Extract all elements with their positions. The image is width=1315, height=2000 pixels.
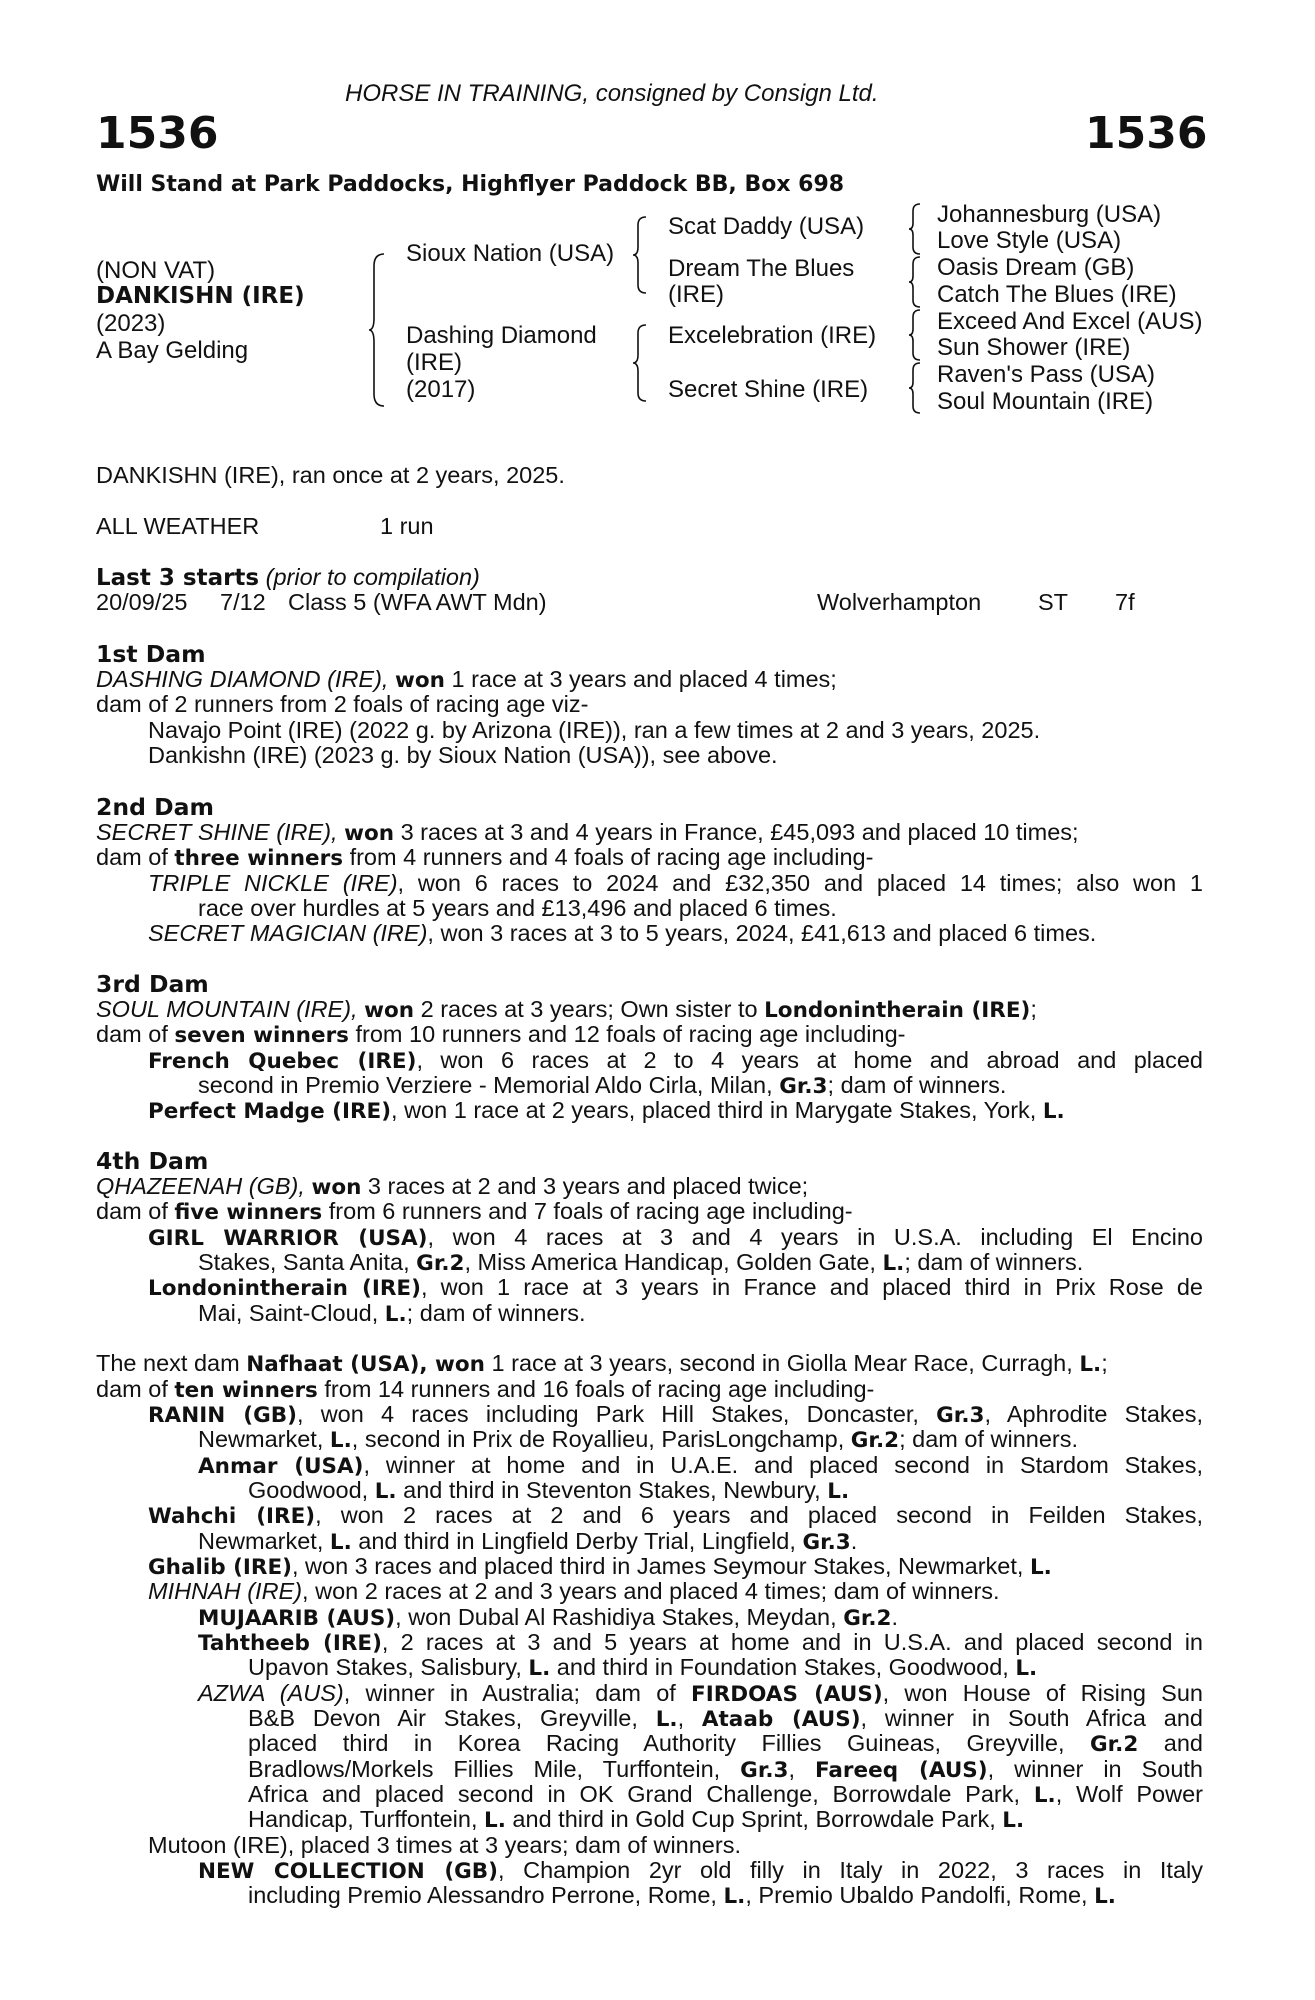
pedigree-g3-8: Soul Mountain (IRE)	[937, 388, 1154, 415]
dam3-heading: 3rd Dam	[96, 970, 209, 998]
vat-status: (NON VAT)	[96, 257, 216, 284]
pedigree-dam-dam: Secret Shine (IRE)	[668, 376, 869, 403]
next-dam-line-7: Wahchi (IRE), won 2 races at 2 and 6 years and placed second in Feilden Stakes,	[148, 1502, 1203, 1529]
next-dam-line-15: B&B Devon Air Stakes, Greyville, L., Ataab (AUS), winner in South Africa and	[248, 1705, 1203, 1732]
pedigree-sire-sire: Scat Daddy (USA)	[668, 213, 865, 240]
next-dam-line-20: Mutoon (IRE), placed 3 times at 3 years; dam of winners.	[148, 1832, 741, 1858]
dam3-line-3: French Quebec (IRE), won 6 races at 2 to 4 years at home and abroad and placed	[148, 1047, 1203, 1074]
pedigree-g3-3: Oasis Dream (GB)	[937, 254, 1135, 281]
dam4-line-3: GIRL WARRIOR (USA), won 4 races at 3 and 4 years in U.S.A. including El Encino	[148, 1224, 1203, 1251]
lot-number-left: 1536	[96, 108, 219, 159]
next-dam-line-22: including Premio Alessandro Perrone, Rome, L., Premio Ubaldo Pandolfi, Rome, L.	[248, 1882, 1116, 1909]
dam4-line-6: Mai, Saint-Cloud, L.; dam of winners.	[198, 1300, 586, 1327]
pedigree-dam-sire: Excelebration (IRE)	[668, 322, 877, 349]
dam4-line-1: QHAZEENAH (GB), won 3 races at 2 and 3 years and placed twice;	[96, 1173, 809, 1200]
next-dam-line-2: dam of ten winners from 14 runners and 16 foals of racing age including-	[96, 1376, 875, 1403]
next-dam-line-11: MUJAARIB (AUS), won Dubal Al Rashidiya Stakes, Meydan, Gr.2.	[198, 1604, 899, 1631]
pedigree-dam-line-1: Dashing Diamond	[406, 322, 597, 349]
dam2-line-3: TRIPLE NICKLE (IRE), won 6 races to 2024 and £32,350 and placed 14 times; also won 1	[148, 870, 1203, 896]
next-dam-line-6: Goodwood, L. and third in Steventon Stakes, Newbury, L.	[248, 1477, 850, 1504]
next-dam-line-5: Anmar (USA), winner at home and in U.A.E. and placed second in Stardom Stakes,	[198, 1452, 1204, 1479]
last-starts-heading: Last 3 starts (prior to compilation)	[96, 564, 480, 591]
race-summary: DANKISHN (IRE), ran once at 2 years, 2025.	[96, 462, 565, 488]
pedigree-sire: Sioux Nation (USA)	[406, 240, 615, 267]
next-dam-line-8: Newmarket, L. and third in Lingfield Derby Trial, Lingfield, Gr.3.	[198, 1528, 858, 1555]
dam2-line-4: race over hurdles at 5 years and £13,496 and placed 6 times.	[198, 895, 837, 921]
pedigree-brace-dam	[632, 323, 648, 403]
start-distance: 7f	[1115, 589, 1135, 615]
start-position: 7/12	[220, 589, 266, 615]
dam3-line-1: SOUL MOUNTAIN (IRE), won 2 races at 3 years; Own sister to Londonintherain (IRE);	[96, 996, 1037, 1023]
next-dam-line-19: Handicap, Turffontein, L. and third in Gold Cup Sprint, Borrowdale Park, L.	[248, 1806, 1025, 1833]
start-going: ST	[1038, 589, 1069, 615]
pedigree-g3-2: Love Style (USA)	[937, 227, 1122, 254]
next-dam-line-21: NEW COLLECTION (GB), Champion 2yr old filly in Italy in 2022, 3 races in Italy	[198, 1857, 1203, 1884]
record-runs: 1 run	[380, 513, 434, 539]
next-dam-line-13: Upavon Stakes, Salisbury, L. and third in Foundation Stakes, Goodwood, L.	[248, 1654, 1038, 1681]
record-surface: ALL WEATHER	[96, 513, 260, 539]
pedigree-g3-1: Johannesburg (USA)	[937, 201, 1162, 228]
next-dam-line-9: Ghalib (IRE), won 3 races and placed third in James Seymour Stakes, Newmarket, L.	[148, 1553, 1052, 1580]
dam1-line-2: dam of 2 runners from 2 foals of racing age viz-	[96, 691, 589, 717]
next-dam-line-4: Newmarket, L., second in Prix de Royallieu, ParisLongchamp, Gr.2; dam of winners.	[198, 1426, 1079, 1453]
dam2-line-5: SECRET MAGICIAN (IRE), won 3 races at 3 to 5 years, 2024, £41,613 and placed 6 times.	[148, 920, 1097, 946]
dam3-line-2: dam of seven winners from 10 runners and 12 foals of racing age including-	[96, 1021, 906, 1048]
pedigree-g3-7: Raven's Pass (USA)	[937, 361, 1155, 388]
pedigree-sire-dam-line-1: Dream The Blues	[668, 255, 855, 282]
dam4-line-4: Stakes, Santa Anita, Gr.2, Miss America Handicap, Golden Gate, L.; dam of winners.	[198, 1249, 1084, 1276]
dam1-produce-1: Navajo Point (IRE) (2022 g. by Arizona (IRE)), ran a few times at 2 and 3 years, 2025.	[148, 717, 1041, 743]
next-dam-line-18: Africa and placed second in OK Grand Challenge, Borrowdale Park, L., Wolf Power	[248, 1781, 1203, 1808]
pedigree-brace-main	[368, 252, 386, 408]
next-dam-line-17: Bradlows/Morkels Fillies Mile, Turffontein, Gr.3, Fareeq (AUS), winner in South	[248, 1756, 1203, 1783]
horse-name: DANKISHN (IRE)	[96, 283, 305, 309]
pedigree-brace-g3-2	[908, 255, 922, 309]
lot-number-right: 1536	[1085, 108, 1208, 159]
pedigree-g3-4: Catch The Blues (IRE)	[937, 281, 1177, 308]
next-dam-line-16: placed third in Korea Racing Authority Fillies Guineas, Greyville, Gr.2 and	[248, 1730, 1203, 1757]
pedigree-dam-line-3: (2017)	[406, 376, 476, 403]
next-dam-line-1: The next dam Nafhaat (USA), won 1 race at 3 years, second in Giolla Mear Race, Curragh, L.;	[96, 1350, 1108, 1377]
dam4-heading: 4th Dam	[96, 1147, 209, 1175]
dam1-produce-2: Dankishn (IRE) (2023 g. by Sioux Nation (USA)), see above.	[148, 742, 778, 768]
pedigree-brace-g3-1	[908, 202, 922, 256]
pedigree-g3-5: Exceed And Excel (AUS)	[937, 308, 1203, 335]
dam2-line-2: dam of three winners from 4 runners and 4 foals of racing age including-	[96, 844, 874, 871]
start-date: 20/09/25	[96, 589, 188, 615]
dam3-line-4: second in Premio Verziere - Memorial Aldo Cirla, Milan, Gr.3; dam of winners.	[198, 1072, 1007, 1099]
dam2-heading: 2nd Dam	[96, 793, 214, 821]
stand-location: Will Stand at Park Paddocks, Highflyer Paddock BB, Box 698	[96, 172, 845, 197]
start-course: Wolverhampton	[817, 589, 982, 615]
dam4-line-2: dam of five winners from 6 runners and 7 foals of racing age including-	[96, 1198, 853, 1225]
pedigree-g3-6: Sun Shower (IRE)	[937, 334, 1131, 361]
next-dam-line-3: RANIN (GB), won 4 races including Park Hill Stakes, Doncaster, Gr.3, Aphrodite Stakes,	[148, 1401, 1203, 1428]
catalogue-subtitle: HORSE IN TRAINING, consigned by Consign Ltd.	[345, 80, 879, 107]
dam4-line-5: Londonintherain (IRE), won 1 race at 3 years in France and placed third in Prix Rose de	[148, 1274, 1203, 1301]
dam1-heading: 1st Dam	[96, 640, 206, 668]
pedigree-dam-line-2: (IRE)	[406, 349, 462, 376]
pedigree-brace-sire	[632, 215, 648, 295]
horse-description: A Bay Gelding	[96, 337, 249, 364]
pedigree-sire-dam-line-2: (IRE)	[668, 281, 724, 308]
horse-year: (2023)	[96, 310, 166, 337]
start-race: Class 5 (WFA AWT Mdn)	[288, 589, 547, 615]
next-dam-line-14: AZWA (AUS), winner in Australia; dam of FIRDOAS (AUS), won House of Rising Sun	[198, 1680, 1203, 1707]
next-dam-line-10: MIHNAH (IRE), won 2 races at 2 and 3 years and placed 4 times; dam of winners.	[148, 1578, 1000, 1604]
pedigree-brace-g3-3	[908, 308, 922, 362]
pedigree-brace-g3-4	[908, 361, 922, 415]
next-dam-line-12: Tahtheeb (IRE), 2 races at 3 and 5 years at home and in U.S.A. and placed second in	[198, 1629, 1203, 1656]
dam3-line-5: Perfect Madge (IRE), won 1 race at 2 years, placed third in Marygate Stakes, York, L.	[148, 1097, 1065, 1124]
dam1-line-1: DASHING DIAMOND (IRE), won 1 race at 3 years and placed 4 times;	[96, 666, 837, 693]
dam2-line-1: SECRET SHINE (IRE), won 3 races at 3 and 4 years in France, £45,093 and placed 10 times;	[96, 819, 1079, 846]
